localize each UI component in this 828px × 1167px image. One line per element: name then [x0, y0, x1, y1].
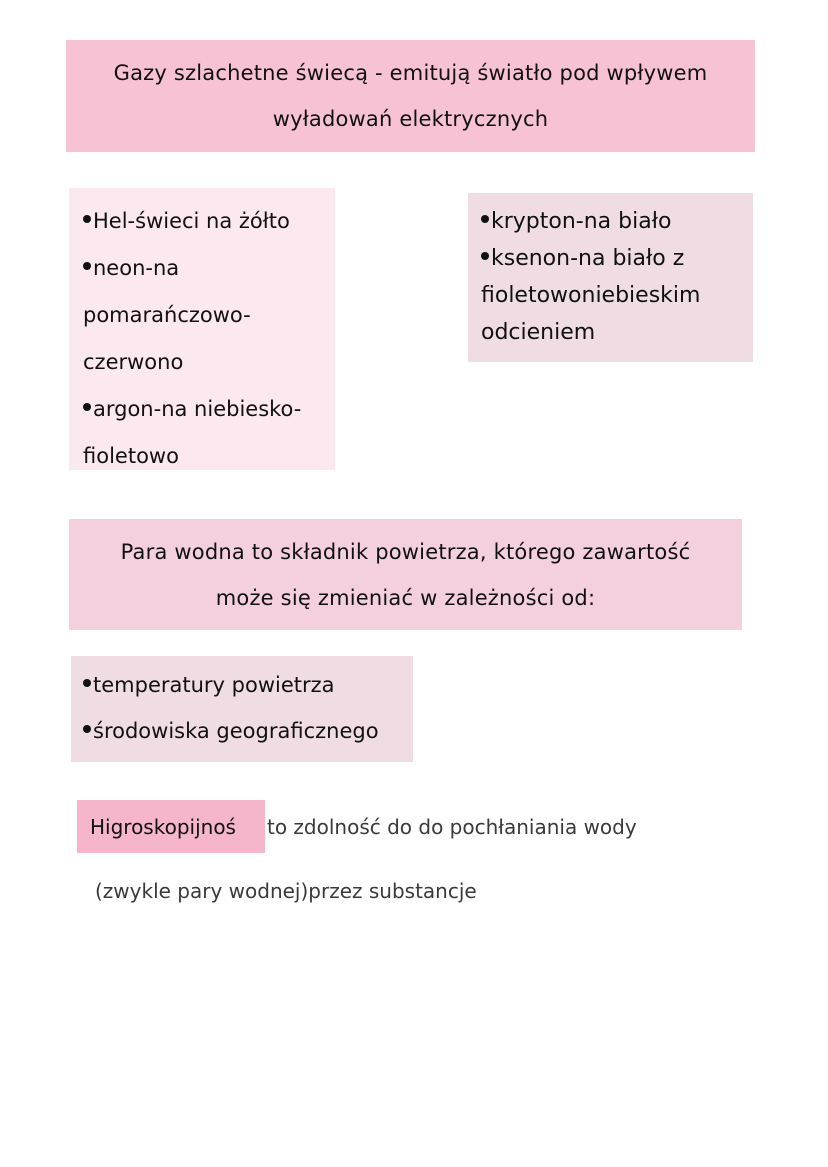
noble-gases-list-left — [69, 188, 335, 470]
list-item-text: temperatury powietrza — [93, 673, 335, 697]
definition-term-highlight — [77, 800, 265, 853]
list-item-continuation — [481, 277, 753, 314]
bullet-icon — [83, 679, 91, 687]
title-line-1: Gazy szlachetne świecą - emitują światło pod wpływem — [113, 61, 708, 85]
noble-gases-list-right — [468, 193, 753, 362]
list-item-text: neon-na — [93, 256, 180, 280]
list-item-text: pomarańczowo- — [83, 303, 251, 327]
title-note-box — [66, 40, 755, 152]
bullet-icon — [481, 252, 489, 260]
definition-term: Higroskopijnoś — [90, 814, 236, 839]
title-line-2: wyładowań elektrycznych — [272, 107, 549, 131]
list-item-text: Hel-świeci na żółto — [93, 209, 290, 233]
list-item-text: środowiska geograficznego — [93, 719, 379, 743]
list-item-continuation — [481, 314, 753, 351]
list-item-text: krypton-na biało — [491, 209, 672, 234]
water-vapor-note-box — [69, 519, 742, 630]
list-item-text: fioletowoniebieskim — [481, 283, 701, 308]
list-item-text: argon-na niebiesko- — [93, 397, 302, 421]
list-item-continuation — [83, 339, 335, 386]
factors-list — [71, 656, 413, 762]
definition-row — [77, 800, 637, 853]
definition-text-line-2: (zwykle pary wodnej)przez substancje — [95, 879, 477, 903]
list-item-continuation — [83, 292, 335, 339]
list-item — [481, 240, 753, 277]
bullet-icon — [83, 403, 91, 411]
list-item-text: czerwono — [83, 350, 184, 374]
bullet-icon — [481, 215, 489, 223]
list-item — [481, 203, 753, 240]
list-item — [83, 245, 335, 292]
list-item-text: odcieniem — [481, 320, 596, 345]
list-item-text: ksenon-na biało z — [491, 246, 685, 271]
bullet-icon — [83, 262, 91, 270]
definition-text-line-1: to zdolność do do pochłaniania wody — [267, 814, 637, 839]
bullet-icon — [83, 215, 91, 223]
list-item-text: fioletowo — [83, 444, 179, 468]
list-item — [83, 662, 413, 708]
list-item — [83, 708, 413, 754]
list-item — [83, 386, 335, 433]
list-item — [83, 198, 335, 245]
bullet-icon — [83, 725, 91, 733]
water-vapor-line-2: może się zmieniać w zależności od: — [215, 585, 596, 610]
water-vapor-line-1: Para wodna to składnik powietrza, którego zawartość — [120, 539, 691, 564]
list-item-continuation — [83, 433, 335, 480]
